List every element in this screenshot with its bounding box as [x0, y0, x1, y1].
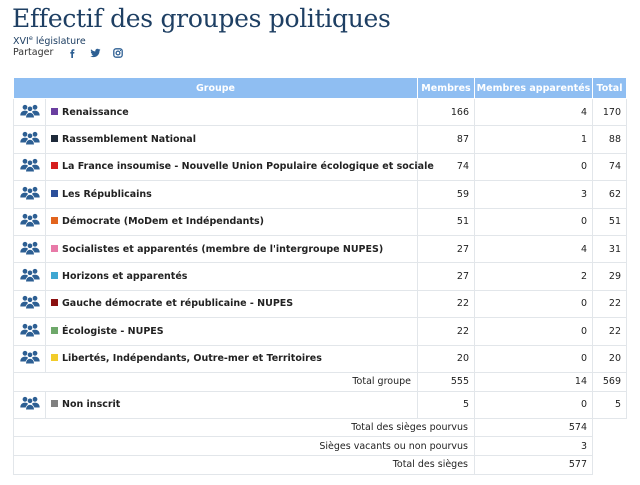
group-people-icon[interactable]: [20, 104, 40, 118]
group-color-swatch: [51, 108, 58, 115]
groups-table: [13, 77, 627, 475]
membres-cell: 22: [418, 290, 475, 317]
group-name-link[interactable]: Rassemblement National: [62, 134, 196, 146]
summary-blank: [593, 418, 627, 437]
apparentes-cell: 0: [475, 345, 593, 372]
non-inscrit-total: 5: [593, 391, 627, 418]
group-color-swatch: [51, 299, 58, 306]
membres-cell: 27: [418, 263, 475, 290]
header-membres[interactable]: Membres: [418, 78, 475, 99]
table-row: [14, 318, 627, 345]
group-icon-cell[interactable]: [14, 290, 46, 317]
legislature-suffix: e: [28, 34, 33, 42]
apparentes-cell: 4: [475, 99, 593, 126]
group-name-cell[interactable]: [46, 153, 434, 180]
summary-row: [14, 437, 627, 456]
group-people-icon[interactable]: [20, 213, 40, 227]
non-inscrit-apparentes: 0: [475, 391, 593, 418]
total-groupe-label: Total groupe: [14, 372, 418, 391]
membres-cell: 22: [418, 318, 475, 345]
header-groupe[interactable]: Groupe: [14, 78, 418, 99]
membres-cell: 87: [418, 126, 475, 153]
total-cell: 74: [593, 153, 627, 180]
table-row: [14, 126, 627, 153]
membres-cell: 20: [418, 345, 475, 372]
table-row: [14, 235, 627, 262]
total-cell: 20: [593, 345, 627, 372]
group-color-swatch: [51, 162, 58, 169]
group-name-cell[interactable]: [46, 318, 418, 345]
group-name-cell[interactable]: [46, 208, 418, 235]
twitter-icon[interactable]: [90, 48, 100, 58]
summary-value: 574: [475, 418, 593, 437]
total-groupe-total: 569: [593, 372, 627, 391]
total-groupe-membres: 555: [418, 372, 475, 391]
summary-blank: [593, 437, 627, 456]
table-row: [14, 181, 627, 208]
total-groupe-row: [14, 372, 627, 391]
table-row: [14, 345, 627, 372]
total-cell: 22: [593, 290, 627, 317]
group-name-cell[interactable]: [46, 235, 418, 262]
group-name-link[interactable]: Écologiste - NUPES: [62, 325, 164, 337]
membres-cell: 59: [418, 181, 475, 208]
group-color-swatch: [51, 354, 58, 361]
non-inscrit-name-cell[interactable]: [46, 391, 418, 418]
group-icon-cell[interactable]: [14, 235, 46, 262]
group-color-swatch: [51, 135, 58, 142]
group-people-icon[interactable]: [20, 186, 40, 200]
summary-blank: [593, 456, 627, 475]
table-row: [14, 263, 627, 290]
group-color-swatch: [51, 217, 58, 224]
legislature-number: XVI: [13, 36, 29, 48]
group-icon-cell[interactable]: [14, 208, 46, 235]
group-name-link[interactable]: Renaissance: [62, 106, 129, 118]
total-groupe-apparentes: 14: [475, 372, 593, 391]
group-color-swatch: [51, 327, 58, 334]
group-people-icon[interactable]: [20, 268, 40, 282]
group-color-swatch: [51, 272, 58, 279]
group-color-swatch: [51, 400, 58, 407]
apparentes-cell: 2: [475, 263, 593, 290]
apparentes-cell: 3: [475, 181, 593, 208]
group-name-cell[interactable]: [46, 345, 418, 372]
group-name-cell[interactable]: [46, 181, 418, 208]
table-header-row: [14, 78, 627, 99]
group-name-cell[interactable]: [46, 263, 418, 290]
table-row: [14, 153, 627, 180]
membres-cell: 27: [418, 235, 475, 262]
table-body: [14, 99, 627, 475]
group-name-link[interactable]: Les Républicains: [62, 188, 152, 200]
group-name-link[interactable]: La France insoumise - Nouvelle Union Populaire écologique et sociale: [62, 161, 434, 173]
total-cell: 51: [593, 208, 627, 235]
table-row: [14, 208, 627, 235]
group-color-swatch: [51, 190, 58, 197]
membres-cell: 166: [418, 99, 475, 126]
group-name-link[interactable]: Démocrate (MoDem et Indépendants): [62, 216, 264, 228]
summary-row: [14, 418, 627, 437]
summary-row: [14, 456, 627, 475]
summary-value: 577: [475, 456, 593, 475]
group-people-icon[interactable]: [20, 131, 40, 145]
instagram-icon[interactable]: [113, 48, 123, 58]
group-name-cell[interactable]: [46, 126, 418, 153]
total-cell: 88: [593, 126, 627, 153]
group-icon-cell[interactable]: [14, 318, 46, 345]
group-people-icon[interactable]: [20, 241, 40, 255]
group-name-link[interactable]: Socialistes et apparentés (membre de l'intergroupe NUPES): [62, 243, 384, 255]
summary-value: 3: [475, 437, 593, 456]
non-inscrit-membres: 5: [418, 391, 475, 418]
legislature-label: législature: [32, 36, 86, 48]
group-people-icon[interactable]: [20, 396, 40, 410]
group-name-link[interactable]: Gauche démocrate et républicaine - NUPES: [62, 298, 294, 310]
table-row: [14, 290, 627, 317]
header-total[interactable]: Total: [593, 78, 627, 99]
page-title: Effectif des groupes politiques: [12, 4, 391, 33]
header-apparentes[interactable]: Membres apparentés: [475, 78, 593, 99]
group-name-link[interactable]: Horizons et apparentés: [62, 271, 188, 283]
total-cell: 31: [593, 235, 627, 262]
legislature-subtitle: [13, 34, 86, 47]
membres-cell: 51: [418, 208, 475, 235]
total-cell: 170: [593, 99, 627, 126]
apparentes-cell: 1: [475, 126, 593, 153]
group-icon-cell[interactable]: [14, 126, 46, 153]
apparentes-cell: 0: [475, 290, 593, 317]
group-color-swatch: [51, 245, 58, 252]
share-row: [13, 47, 136, 58]
apparentes-cell: 0: [475, 318, 593, 345]
group-icon-cell[interactable]: [14, 181, 46, 208]
total-cell: 62: [593, 181, 627, 208]
group-icon-cell[interactable]: [14, 391, 46, 418]
summary-label: Total des sièges: [14, 456, 475, 475]
apparentes-cell: 0: [475, 208, 593, 235]
group-icon-cell[interactable]: [14, 345, 46, 372]
group-name-link[interactable]: Libertés, Indépendants, Outre-mer et Territoires: [62, 353, 322, 365]
facebook-icon[interactable]: [67, 48, 77, 58]
group-people-icon[interactable]: [20, 158, 40, 172]
apparentes-cell: 4: [475, 235, 593, 262]
total-cell: 22: [593, 318, 627, 345]
total-cell: 29: [593, 263, 627, 290]
group-name-cell[interactable]: [46, 290, 418, 317]
group-people-icon[interactable]: [20, 323, 40, 337]
group-icon-cell[interactable]: [14, 153, 46, 180]
apparentes-cell: 0: [475, 153, 593, 180]
non-inscrit-link[interactable]: Non inscrit: [62, 399, 121, 411]
group-people-icon[interactable]: [20, 295, 40, 309]
membres-cell: 74: [418, 153, 475, 180]
non-inscrit-row: [14, 391, 627, 418]
share-label: Partager: [13, 47, 54, 58]
group-icon-cell[interactable]: [14, 99, 46, 126]
table-row: [14, 99, 627, 126]
group-people-icon[interactable]: [20, 350, 40, 364]
group-name-cell[interactable]: [46, 99, 418, 126]
group-icon-cell[interactable]: [14, 263, 46, 290]
summary-label: Total des sièges pourvus: [14, 418, 475, 437]
summary-label: Sièges vacants ou non pourvus: [14, 437, 475, 456]
